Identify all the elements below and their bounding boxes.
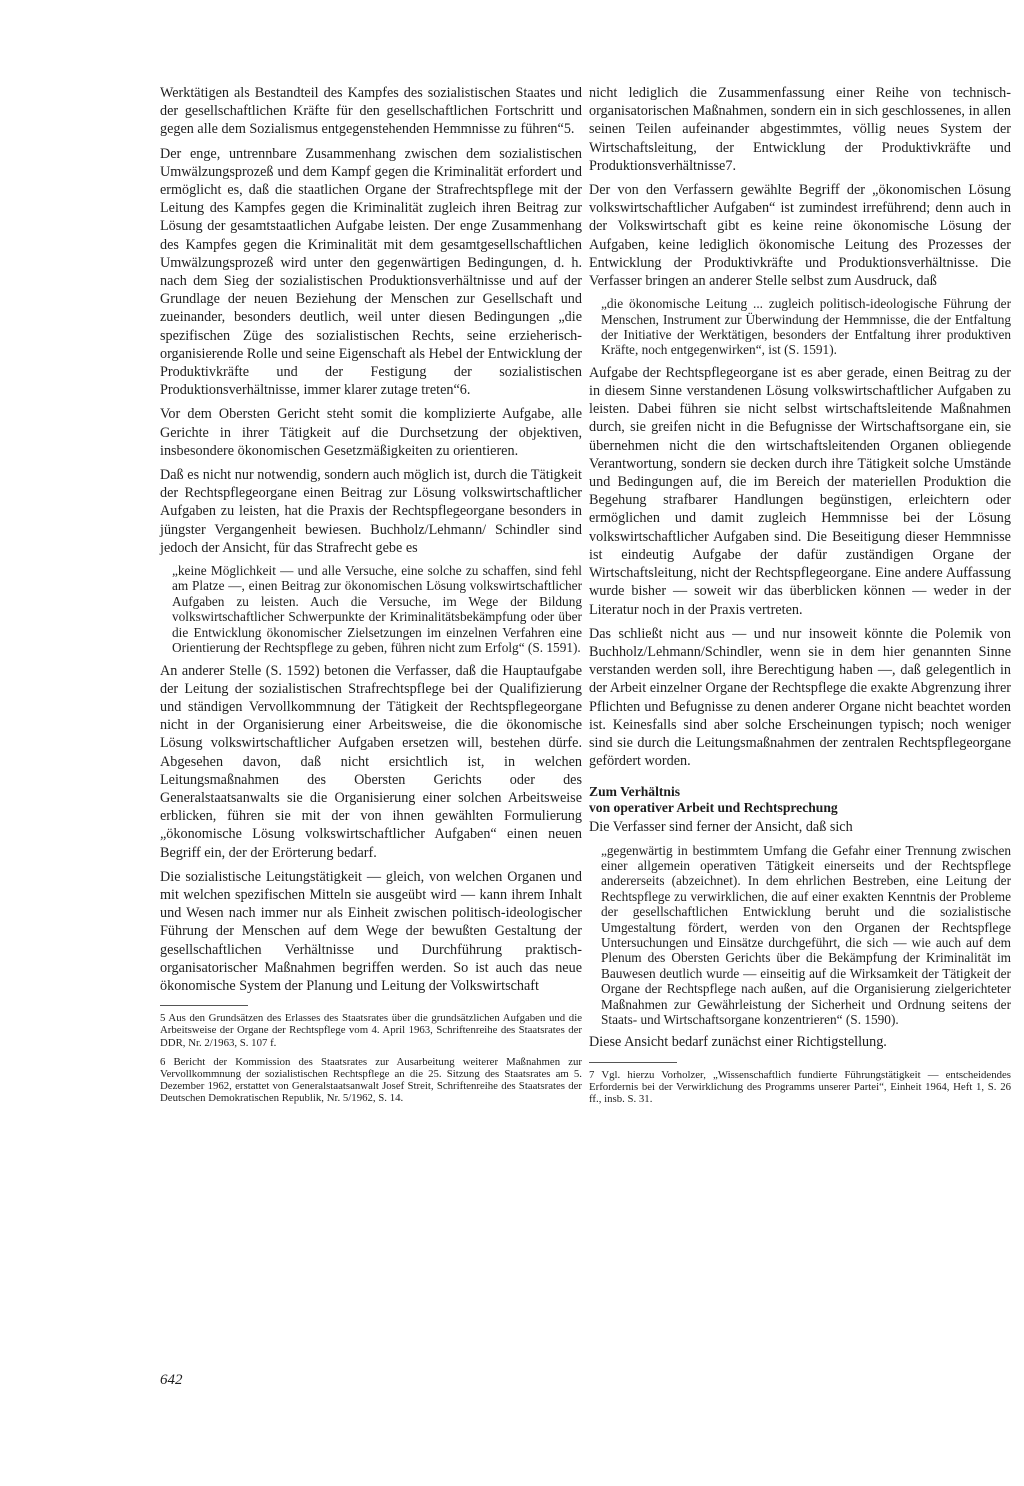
footnote: 6 Bericht der Kommission des Staatsrates zur Ausarbeitung weiterer Maßnahmen zur Vervollkommnung der sozialistischen Rechtspflege an die 25. Sitzung des Staatsrates am 5. Dezember 1962, erstattet von Generalstaatsanwalt Josef Streit, Schriftenreihe des Staatsrates der Deutschen Demokratischen Republik, Nr. 5/1962, S. 14.	[160, 1055, 582, 1105]
paragraph: Der von den Verfassern gewählte Begriff der „ökonomischen Lösung volkswirtschaftlicher Aufgaben“ ist zumindest irreführend; denn auch in der Volkswirtschaft gibt es keine reine ökonomische Lösung der Aufgaben, keine lediglich ökonomische Leitung des Prozesses der Entwicklung der Produktivkräfte und Produktionsverhältnisse. Die Verfasser bringen an anderer Stelle selbst zum Ausdruck, daß	[589, 182, 1011, 290]
paragraph: Diese Ansicht bedarf zunächst einer Richtigstellung.	[589, 1034, 887, 1051]
right-column	[589, 84, 1011, 1112]
section-heading-line2: von operativer Arbeit und Rechtsprechung	[589, 800, 838, 816]
paragraph: Das schließt nicht aus — und nur insoweit könnte die Polemik von Buchholz/Lehmann/Schindler, wenn sie in dem hier genannten Sinne verstanden werden soll, ihre Berechtigung haben —, daß gelegentlich in der Arbeit einzelner Organe der Rechtspflege die exakte Abgrenzung ihrer Pflichten und Befugnisse zu denen anderer Organe nicht beachtet worden ist. Keinesfalls sind aber solche Erscheinungen typisch; noch weniger sind sie durch die Leitungsmaßnahmen der zentralen Rechtspflegeorgane gefördert worden.	[589, 625, 1011, 770]
footnote-divider	[160, 1005, 248, 1006]
paragraph: Werktätigen als Bestandteil des Kampfes des sozialistischen Staates und der gesellschaftlichen Kräfte für den gesellschaftlichen Fortschritt und gegen alle dem Sozialismus entgegenstehenden Hemmnisse zu führen“5.	[160, 85, 582, 138]
paragraph: Daß es nicht nur notwendig, sondern auch möglich ist, durch die Tätigkeit der Rechtspflegeorgane einen Beitrag zur Lösung volkswirtschaftlicher Aufgaben zu leisten, hat die Praxis der Rechtspflegeorgane besonders in jüngster Vergangenheit bewiesen. Buchholz/Lehmann/ Schindler sind jedoch der Ansicht, für das Strafrecht gebe es	[160, 467, 582, 556]
paragraph: Vor dem Obersten Gericht steht somit die komplizierte Aufgabe, alle Gerichte in ihrer Tätigkeit auf die Durchsetzung der objektiven, insbesondere ökonomischen Gesetzmäßigkeiten zu orientieren.	[160, 406, 582, 459]
section-heading-line1: Zum Verhältnis	[589, 784, 681, 800]
block-quote: „gegenwärtig in bestimmtem Umfang die Gefahr einer Trennung zwischen einer allgemein operativen Tätigkeit einerseits und der Rechtspflege andererseits (abzeichnet). In dem ehrlichen Bestreben, eine Leitung der Rechtspflege zu verwirklichen, die auf einer exakten Kenntnis der Probleme der gesellschaftlichen Entwicklung beruht und die sozialistische Umgestaltung fördert, werden von den Organen der Rechtspflege Untersuchungen und Einsätze durchgeführt, die sich — wie auch auf dem Plenum des Obersten Gerichts über die Bekämpfung der Kriminalität im Bauwesen deutlich wurde — einseitig auf die Wirksamkeit der Tätigkeit der Organe der Rechtspflege nach außen, auf die Organisierung zielgerichteter Maßnahmen zur Gewährleistung der Sicherheit und Ordnung seitens der Staats- und Wirtschaftsorgane konzentrieren“ (S. 1590).	[601, 842, 1011, 1027]
left-column	[160, 84, 582, 1112]
paragraph: An anderer Stelle (S. 1592) betonen die Verfasser, daß die Hauptaufgabe der Leitung der sozialistischen Strafrechtspflege bei der Qualifizierung und ständigen Vervollkommnung der Tätigkeit der Rechtspflegeorgane nicht in der Organisierung einer Arbeitsweise, die die ökonomische Lösung volkswirtschaftlicher Aufgaben ersetzen will, bestehen dürfe. Abgesehen davon, daß nicht ersichtlich ist, in welchen Leitungsmaßnahmen des Obersten Gerichts oder des Generalstaatsanwalts sie die Organisierung einer solchen Arbeitsweise erblicken, führen sie mit der von ihnen gewählten Formulierung „ökonomische Lösung volkswirtschaftlicher Aufgaben“ einen neuen Begriff ein, der der Erörterung bedarf.	[160, 662, 582, 861]
paragraph: Aufgabe der Rechtspflegeorgane ist es aber gerade, einen Beitrag zu der in diesem Sinne verstandenen Lösung volkswirtschaftlicher Aufgaben zu leisten. Dabei führen sie nicht selbst wirtschaftsleitende Maßnahmen durch, sie greifen nicht in die Befugnisse der Wirtschaftsorgane ein, sie übernehmen nicht die den wirtschaftsleitenden Organen obliegende Verantwortung, sondern sie decken durch ihre Tätigkeit solche Umstände und Bedingungen auf, die im Bereich der materiellen Produktion die Begehung strafbarer Handlungen begünstigen, erleichtern oder ermöglichen und damit zugleich Hemmnisse bei der Lösung volkswirtschaftlicher Aufgaben sind. Die Beseitigung dieser Hemmnisse ist eindeutig Aufgabe der dafür zuständigen Organe der Wirtschaftsleitung, nicht der Rechtspflegeorgane. Eine andere Auffassung wurde bisher — soweit wir das überblicken können — weder in der Literatur noch in der Praxis vertreten.	[589, 364, 1011, 618]
block-quote: „keine Möglichkeit — und alle Versuche, eine solche zu schaffen, sind fehl am Platze —, einen Beitrag zur ökonomischen Lösung volkswirtschaftlicher Aufgaben zu leisten. Auch die Versuche, im Wege der Bildung volkswirtschaftlicher Schwerpunkte der Kriminalitätsbekämpfung oder über die Entwicklung ökonomischer Zielsetzungen im einzelnen Verfahren eine Orientierung der Rechtspflege zu geben, führen nicht zum Erfolg“ (S. 1591).	[172, 563, 582, 656]
paragraph: Die Verfasser sind ferner der Ansicht, daß sich	[589, 819, 853, 836]
paragraph: nicht lediglich die Zusammenfassung einer Reihe von technisch-organisatorischen Maßnahmen, sondern ein in sich geschlossenes, in allen seinen Teilen aufeinander abgestimmtes, völlig neues System der Wirtschaftsleitung, der Entwicklung der Produktivkräfte und Produktionsverhältnisse7.	[589, 85, 1011, 174]
paragraph: Der enge, untrennbare Zusammenhang zwischen dem sozialistischen Umwälzungsprozeß und dem Kampf gegen die Kriminalität erfordert und ermöglicht es, daß die staatlichen Organe der Strafrechtspflege mit der Leitung des Kampfes gegen die Kriminalität zugleich ihren Beitrag zur Lösung der gesamtstaatlichen Aufgabe leisten. Der enge Zusammenhang des Kampfes gegen die Kriminalität mit dem gesamtgesellschaftlichen Umwälzungsprozeß wird unter den gegenwärtigen Bedingungen, d. h. nach dem Sieg der sozialistischen Produktionsverhältnisse und auf der Grundlage der neuen Beziehung der Menschen zur Gesellschaft und zueinander, besonders deutlich, weil unter diesen Bedingungen „die spezifischen Züge des sozialistischen Rechts, seine erzieherisch-organisierende Rolle und seine Eigenschaft als Hebel der Entwicklung der Produktivkräfte und der Festigung der sozialistischen Produktionsverhältnisse, immer klarer zutage treten“6.	[160, 145, 582, 399]
footnote-divider	[589, 1062, 677, 1063]
page-number: 642	[160, 1372, 183, 1388]
section-heading	[589, 784, 1011, 816]
footnote: 5 Aus den Grundsätzen des Erlasses des Staatsrates über die grundsätzlichen Aufgaben und die Arbeitsweise der Organe der Rechtspflege vom 4. April 1963, Schriftenreihe des Staatsrates der DDR, Nr. 2/1963, S. 107 f.	[160, 1012, 582, 1049]
footnote: 7 Vgl. hierzu Vorholzer, „Wissenschaftlich fundierte Führungstätigkeit — entscheidendes Erfordernis bei der Verwirklichung des Programms unserer Partei“, Einheit 1964, Heft 1, S. 26 ff., insb. S. 31.	[589, 1068, 1011, 1106]
paragraph: Die sozialistische Leitungstätigkeit — gleich, von welchen Organen und mit welchen spezifischen Mitteln sie ausgeübt wird — kann ihrem Inhalt und Wesen nach immer nur als Einheit zwischen politisch-ideologischer Führung der Menschen auf dem Wege der bewußten Gestaltung der gesellschaftlichen Verhältnisse und Durchführung praktisch-organisatorischer Maßnahmen begriffen werden. So ist auch das neue ökonomische System der Planung und Leitung der Volkswirtschaft	[160, 868, 582, 994]
block-quote: „die ökonomische Leitung ... zugleich politisch-ideologische Führung der Menschen, Instrument zur Überwindung der Hemmnisse, die der Entfaltung der Initiative der Werktätigen, besonders der Entfaltung ihrer produktiven Kräfte, noch entgegenwirken“, ist (S. 1591).	[601, 296, 1011, 358]
